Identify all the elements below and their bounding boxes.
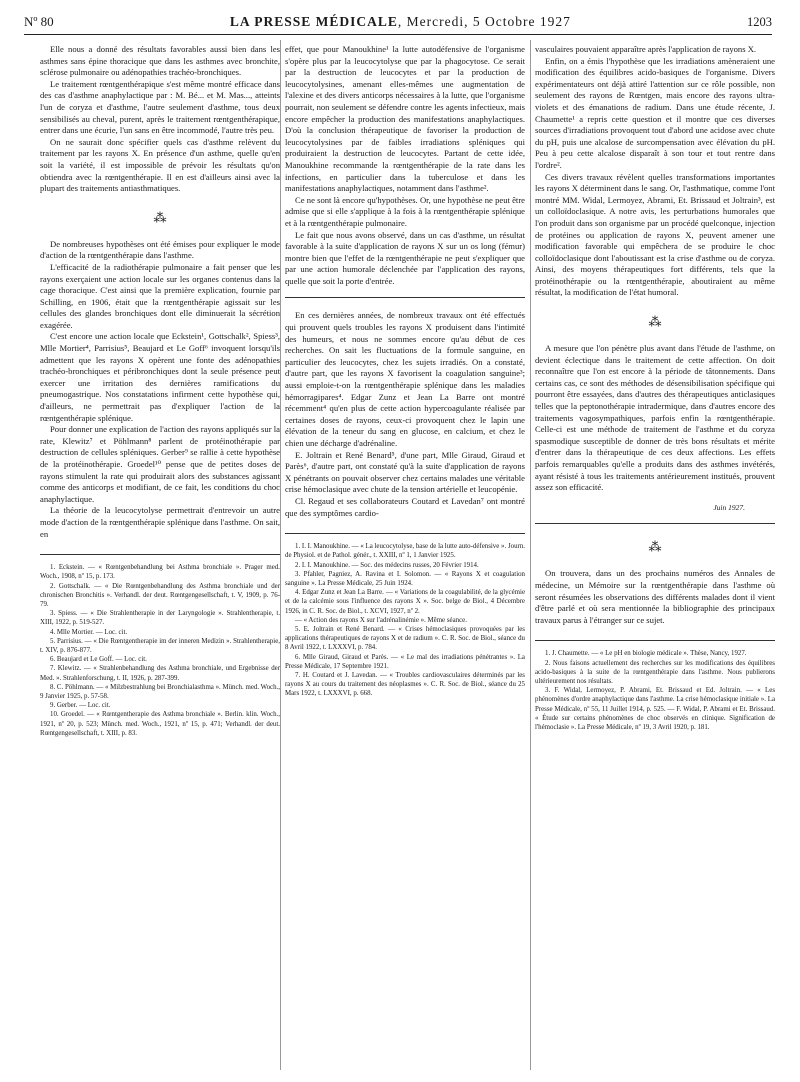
paragraph: Ces divers travaux révèlent quelles transformations importantes les rayons X déterminent dans le sang. Or, l'asthmatique, comme l'ont montré MM. Widal, Lermoyez, Abrami, Et. Brissaud et Joltrain³, est un colloïdoclasique. A notre avis, les perturbations humorales que l'on produit dans son organisme par un procédé quelconque, injection de protéines ou application de rayons X, peuvent amener une modification favorable qui empêchera de se produire le choc colloïdoclasique dont l'aboutissant est la crise d'asthme ou de coryza. Ainsi, des moyens thérapeutiques fort différents, tels que la protéinothérapie ou la rœntgenthérapie, aboutiraient au même résultat, la modification de l'état humoral. xyxy=(535,171,775,298)
footnote: 9. Gerber. — Loc. cit. xyxy=(50,702,111,710)
paragraph: Pour donner une explication de l'action des rayons appliqués sur la rate, Klewitz⁷ et Pöhlmann⁸ parlent de protéinothérapie par destruction de cellules spléniques. Gerber⁹ se rallie à cette hypothèse de la protéinothérapie. Groedel¹⁰ pense que de petites doses de rayons stimulent la rate qui produirait alors des substances agissant comme des anticorps et modifiant, de ce fait, les conditions du choc anaphylactique. xyxy=(40,424,280,504)
footnote: 4. Edgar Zunz et Jean La Barre. — « Variations de la coagulabilité, de la glycémie et de la calcémie sous l'influence des rayons X ». Soc. belge de Biol., 4 Décembre 1926, in C. R. Soc. de Biol., t. XCVI, 1927, nº 2. xyxy=(285,589,525,615)
paragraph: Enfin, on a émis l'hypothèse que les irradiations amèneraient une modification des équilibres acido-basiques de l'organisme. Divers expérimentateurs ont déjà attiré l'attention sur ce rôle possible, non seulement des rayons de Rœntgen, mais encore des rayons ultra-violets et des émanations de radium. Dans une étude récente, J. Chaumette¹ a repris cette question et il montre que ces diverses sources d'irradiations provoquent tout d'abord une acidose avec chute du pH, puis une alcalose de surcompensation avec élévation du pH. Peu à peu cette alcalose disparaît à son tour et tout rentre dans l'ordre². xyxy=(535,55,775,170)
paragraph: Le fait que nous avons observé, dans un cas d'asthme, un résultat favorable à la suite d'application de rayons X sur un os long (fémur) montre bien que l'effet de la rœntgenthérapie ne peut s'expliquer que par une action humorale déclenchée par l'application des rayons, quelle que soit la porte d'entrée. xyxy=(285,229,525,286)
column-3 xyxy=(535,44,775,732)
issue-date: , Mercredi, 5 Octobre 1927 xyxy=(397,14,571,29)
paragraph: En ces dernières années, de nombreux travaux ont été effectués qui prouvent quels troubles les rayons X produisent dans l'intimité des humeurs, et nous ne sommes encore qu'au début de ces recherches. On sait les fluctuations de la formule sanguine, en particulier des leucocytes, chez les sujets irradiés. On a constaté, d'autre part, que les rayons X favorisent la coagulation sanguine³; aussi emploie-t-on la rœntgenthérapie splénique dans les maladies hémorragipares⁴. Edgar Zunz et Jean La Barre ont montré récemment⁴ qu'en plus de cette action hypercoagulante réalisée par certaines doses de rayons, ceux-ci provoquent chez le lapin une élévation de la teneur du sang en glucose, en calcium, et chez le chien une décharge d'adrénaline. xyxy=(285,310,525,448)
footnote: 10. Groedel. — « Rœntgentherapie des Asthma bronchiale ». Berlin. klin. Woch., 1921, nº 20, p. 523; Münch. med. Woch., 1921, nº 15, p. 471; Verhandl. der deut. Rœntgengesellschaft, t. XIII, p. 83. xyxy=(40,711,280,737)
section-separator: ⁂ xyxy=(648,314,662,330)
footnote: 5. Parrisius. — « Die Rœntgentherapie im der inneren Medizin ». Strahlentherapie, t. XIV, p. 876-877. xyxy=(40,637,280,654)
paragraph: C'est encore une action locale que Eckstein¹, Gottschalk², Spiess³, Mlle Mortier⁴, Parrisius⁵, Beaujard et Le Goff⁶ invoquent lorsqu'ils admettent que les rayons X opèrent une fonte des adénopathies trachéo-bronchiques et péribronchiques dont la seule présence peut exercer une irritation des dernières ramifications du pneumogastrique. Nos constatations infirment cette hypothèse qui, d'ailleurs, ne permettrait pas d'expliquer l'action de la rœntgenthérapie splénique. xyxy=(40,331,280,423)
paragraph: On trouvera, dans un des prochains numéros des Annales de médecine, un Mémoire sur la rœntgenthérapie dans l'asthme où seront résumées les observations des différents malades dont il vient d'être parlé et où sera mentionnée la bibliographie des principaux travaux parus à l'étranger sur ce sujet. xyxy=(535,568,775,625)
footnote: — « Action des rayons X sur l'adrénalinémie ». Même séance. xyxy=(295,616,467,624)
paragraph: De nombreuses hypothèses ont été émises pour expliquer le mode d'action de la rœntgenthérapie dans l'asthme. xyxy=(40,238,280,261)
footnote: 3. F. Widal, Lermoyez, P. Abrami, Et. Brissaud et Ed. Joltrain. — « Les phénomènes d'ordre anaphylactique dans l'asthme. La crise hémoclasique initiale ». La Presse Médicale, nº 55, 11 Juillet 1914, p. 525. — F. Widal, P. Abrami et Et. Brissaud. « Étude sur certains phénomènes de choc observés en clinique. Signification de l'hémoclasie ». La Presse Médicale, nº 19, 3 Avril 1920, p. 181. xyxy=(535,687,775,731)
footnote-rule xyxy=(40,554,280,555)
footnote: 2. Gottschalk. — « Die Rœntgenbehandlung des Asthma bronchiale und der chronischen Bronchitis ». Verhandl. der deut. Rœntgengesellschaft, t. V, 1909, p. 76-79. xyxy=(40,582,280,608)
footnote: 1. J. Chaumette. — « Le pH en biologie médicale ». Thèse, Nancy, 1927. xyxy=(545,650,747,658)
footnote: 1. I. I. Manoukhine. — « La leucocytolyse, base de la lutte auto-défensive ». Journ. de Physiol. et de Pathol. génér., t. XXIII, nº 1, 1 Janvier 1925. xyxy=(285,543,525,560)
paragraph: L'efficacité de la radiothérapie pulmonaire a fait penser que les rayons exerçaient une action locale sur les organes contenus dans la cage thoracique. C'est ainsi que la première explication, fournie par Schilling, en 1906, était que la rœntgenthérapie agissait sur les cellules des glandes bronchiques dont elle diminuerait la sécrétion exagérée. xyxy=(40,261,280,330)
paragraph: effet, que pour Manoukhine¹ la lutte autodéfensive de l'organisme s'opère plus par la leucocytolyse que par la phagocytose. Ce serait par la destruction de leucocytes et par la production de leucocytolysines, amenant elles-mêmes une augmentation de l'alexine et des divers anticorps nécessaires à la lutte, que l'organisme pourrait, non seulement se défendre contre les agents infectieux, mais encore empêcher la production des manifestations anaphylactiques. D'où la conclusion thérapeutique de favoriser la production de leucocytolysines par de faibles irradiations spléniques qui produiraient la destruction de leucocytes. Partant de cette idée, Manoukhine recommande la rœntgenthérapie de la rate dans les infections, en particulier dans la tuberculose et dans les manifestations anaphylactiques, notamment dans l'asthme². xyxy=(285,44,525,194)
column-divider xyxy=(280,40,281,1070)
footnote: 7. Klewitz. — « Strahlenbehandlung des Asthma bronchiale, und Ergebnisse der Med. ». Strahlenforschung, t. II, 1926, p. 287-399. xyxy=(40,665,280,682)
journal-title xyxy=(230,14,571,30)
page-header xyxy=(24,10,772,35)
article-date: Juin 1927. xyxy=(713,502,745,512)
paragraph: vasculaires pouvaient apparaître après l'application de rayons X. xyxy=(535,44,757,54)
paragraph: Ce ne sont là encore qu'hypothèses. Or, une hypothèse ne peut être admise que si elle s'applique à la fois à la rœntgenthérapie splénique et à la rœntgenthérapie pulmonaire. xyxy=(285,194,525,228)
footnote: 3. Spiess. — « Die Strahlentherapie in der Laryngologie ». Strahlentherapie, t. XIII, 1922, p. 519-527. xyxy=(40,610,280,627)
footnote: 6. Mlle Giraud, Giraud et Parès. — « Le mal des irradiations pénétrantes ». La Presse Médicale, 17 Septembre 1921. xyxy=(285,653,525,670)
section-rule xyxy=(535,523,775,524)
footnote: 6. Beaujard et Le Goff. — Loc. cit. xyxy=(50,656,147,664)
footnote: 7. H. Coutard et J. Lavedan. — « Troubles cardiovasculaires déterminés par les rayons X au cours du traitement des néoplasmes ». C. R. Soc. de Biol., séance du 25 Mars 1922, t. LXXXVI, p. 668. xyxy=(285,672,525,698)
footnote: 2. Nous faisons actuellement des recherches sur les modifications des équilibres acido-basiques à la suite de la rœntgenthérapie dans l'asthme. Nous publierons ultérieurement nos résultats. xyxy=(535,659,775,685)
column-2 xyxy=(285,44,525,699)
issue-number: Nº 80 xyxy=(24,14,54,29)
journal-name: LA PRESSE MÉDICALE xyxy=(229,14,398,29)
section-separator: ⁂ xyxy=(153,209,167,225)
section-rule xyxy=(285,297,525,298)
section-separator: ⁂ xyxy=(648,539,662,555)
paragraph: A mesure que l'on pénètre plus avant dans l'étude de l'asthme, on devient éclectique dans le traitement de cette affection. On doit reconnaître que l'on est encore à la période de tâtonnements. Dans certains cas, ce sont des méthodes de désensibilisation spécifique qui pourront être essayées, dans d'autres des thérapeutiques anticlasiques telles que la peptonothérapie intradermique, dans d'autres encore des traitements vagosympathiques, parfois enfin la rœntgenthérapie. Celle-ci est une méthode de traitement de l'asthme et du coryza spasmodique susceptible de donner de très bons résultats et mérite d'entrer dans la thérapeutique de ces deux affections. Les effets parfois remarquables qu'elle a produits dans des asthmes invétérés, ayant résisté à tous les traitements antérieurement institués, prouvent assez son efficacité. xyxy=(535,343,775,493)
column-1 xyxy=(40,44,280,738)
column-divider xyxy=(530,40,531,1070)
footnote: 4. Mlle Mortier. — Loc. cit. xyxy=(50,628,128,636)
paragraph: On ne saurait donc spécifier quels cas d'asthme relèvent du traitement par les rayons X. En présence d'un asthme, quelle qu'en soit la variété, il est impossible de prévoir les résultats qu'on obtiendra avec la rœntgenthérapie. Il en est d'ailleurs ainsi avec la plupart des traitements antiasthmatiques. xyxy=(40,136,280,194)
footnote-rule xyxy=(535,640,775,641)
paragraph: Elle nous a donné des résultats favorables aussi bien dans les asthmes sans épine thoracique que dans les asthmes avec bronchite, sclérose pulmonaire ou adénopathies trachéo-bronchiques. xyxy=(40,44,280,78)
footnote-rule xyxy=(285,533,525,534)
page-number: 1203 xyxy=(746,14,772,29)
footnote: 5. E. Joltrain et René Benard. — « Crises hémoclasiques provoquées par les applications thérapeutiques de rayons X et de radium ». C. R. Soc. de Biol., séance du 8 Avril 1922, t. LXXXVI, p. 784. xyxy=(285,625,525,652)
paragraph: Cl. Regaud et ses collaborateurs Coutard et Lavedan⁷ ont montré que des symptômes cardio- xyxy=(285,495,525,518)
paragraph: La théorie de la leucocytolyse permettrait d'entrevoir un autre mode d'action de la rœntgenthérapie splénique dans l'asthme. On sait, en xyxy=(40,505,280,539)
paragraph: Le traitement rœntgenthérapique s'est même montré efficace dans des cas d'asthme anaphylactique par : M. Bé... et M. Mas..., atteints l'un de coryza et d'asthme, l'autre seulement d'asthme, tous deux sensibilisés au cheval, purent, après le traitement rœntgenthérapique, entrer dans une écurie, l'un sans en être incommodé, l'autre très peu. xyxy=(40,78,280,136)
footnote: 2. I. I. Manoukhine. — Soc. des médecins russes, 20 Février 1914. xyxy=(295,561,479,569)
footnote: 8. C. Pöhlmann. — « Milzbestrahlung bei Bronchialasthma ». Münch. med. Woch., 9 Janvier 1925, p. 57-58. xyxy=(40,683,280,700)
footnote: 1. Eckstein. — « Rœntgenbehandlung bei Asthma bronchiale ». Prager med. Woch., 1908, nº 15, p. 173. xyxy=(40,564,280,581)
footnote: 3. Pfahler, Pagniez, A. Ravina et I. Solomon. — « Rayons X et coagulation sanguine ». La Presse Médicale, 25 Juin 1924. xyxy=(285,570,525,587)
paragraph: E. Joltrain et René Benard⁵, d'une part, Mlle Giraud, Giraud et Parès⁶, d'autre part, ont constaté qu'à la suite d'application de rayons X pénétrants on pouvait observer chez certains malades une véritable crise hémoclasique avec chute de la tension artérielle et leucopénie. xyxy=(285,449,525,495)
